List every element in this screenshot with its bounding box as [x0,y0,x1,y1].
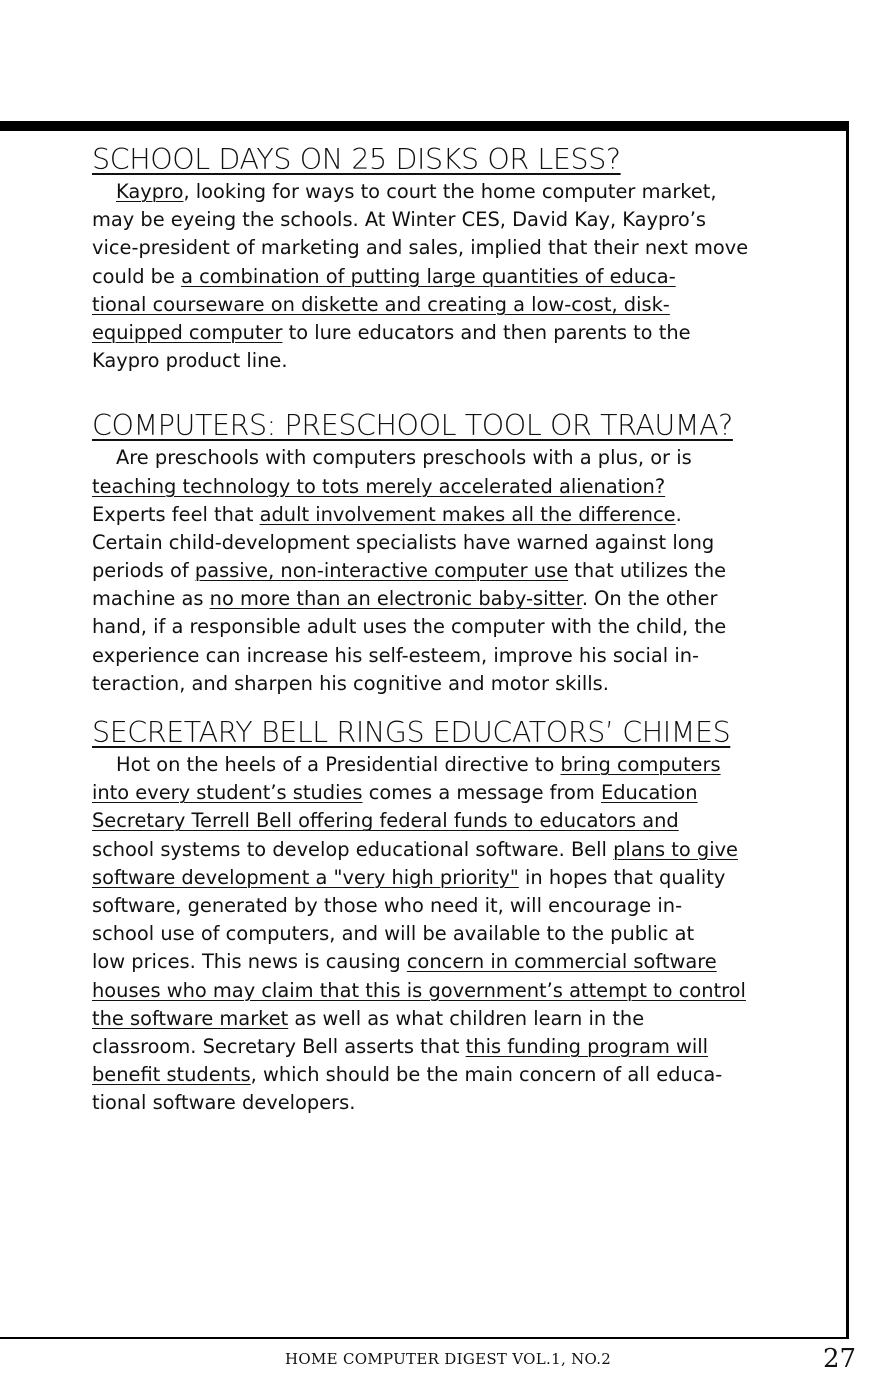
underlined-text: a combination of putting large quantities of educa- [181,264,676,288]
underlined-text: software development a "very high priority" [92,865,519,889]
text-run: may be eyeing the schools. At Winter CES, David Kay, Kaypro’s [92,208,707,232]
underlined-text: this funding program will [465,1034,709,1058]
text-line [92,836,822,864]
text-line [92,1089,822,1117]
page-number: 27 [823,1344,857,1374]
article-school-days [92,142,822,375]
text-run: school systems to develop educational software. Bell [92,837,614,861]
article-heading: SECRETARY BELL RINGS EDUCATORS’ CHIMES [92,716,731,749]
text-run: tional software developers. [92,1091,356,1115]
underlined-text: plans to give [613,837,738,861]
text-line [92,977,822,1005]
underlined-text: Secretary Terrell Bell offering federal funds to educators and [92,809,679,833]
text-line [92,263,822,291]
underlined-text: the software market [92,1006,289,1030]
underlined-text: equipped computer [92,320,283,344]
article-preschool-computers [92,408,822,698]
text-run: classroom. Secretary Bell asserts that [92,1034,466,1058]
underlined-text: houses who may claim that this is government’s attempt to control [92,978,746,1002]
text-line [92,557,822,585]
text-run: periods of [92,559,195,583]
text-run: experience can increase his self-esteem, improve his social in- [92,643,699,667]
underlined-text: teaching technology to tots merely accelerated alienation? [92,474,666,498]
text-line [92,807,822,835]
text-line [92,234,822,262]
text-line [92,319,822,347]
underlined-text: tional courseware on diskette and creating a low-cost, disk- [92,292,670,316]
text-run: as well as what children learn in the [288,1006,645,1030]
text-line [92,473,822,501]
underlined-text: no more than an electronic baby-sitter [209,587,582,611]
article-heading: COMPUTERS: PRESCHOOL TOOL OR TRAUMA? [92,409,733,443]
text-line [92,501,822,529]
text-line [92,529,822,557]
article-heading: SCHOOL DAYS ON 25 DISKS OR LESS? [92,143,621,176]
text-run: Certain child-development specialists have warned against long [92,530,715,554]
text-run: teraction, and sharpen his cognitive and motor skills. [92,671,609,695]
underlined-text: passive, non-interactive computer use [194,559,569,583]
text-line [92,948,822,976]
article-secretary-bell [92,715,822,1117]
text-line [92,1061,822,1089]
text-run: machine as [92,587,210,611]
article-body [92,178,822,375]
underlined-text: Education [600,781,698,805]
article-body [92,751,822,1117]
text-run: . On the other [581,587,718,611]
article-column [92,142,822,1117]
text-run: comes a message from [362,781,601,805]
text-run: . [675,502,682,526]
text-line [92,178,822,206]
text-line [92,892,822,920]
text-run: , which should be the main concern of all educa- [250,1063,723,1087]
text-line [92,920,822,948]
text-run: hand, if a responsible adult uses the computer with the child, the [92,615,727,639]
text-line [92,864,822,892]
text-run: to lure educators and then parents to the [282,320,691,344]
text-line [92,585,822,613]
underlined-text: adult involvement makes all the difference [259,502,676,526]
underlined-text: Kaypro [116,180,184,203]
text-run: that utilizes the [568,559,727,583]
text-run: vice-president of marketing and sales, implied that their next move [92,236,749,260]
text-line [92,613,822,641]
text-run: software, generated by those who need it, will encourage in- [92,893,683,917]
text-run: low prices. This news is causing [92,950,407,974]
text-line [92,1005,822,1033]
footer-publication: HOME COMPUTER DIGEST VOL.1, NO.2 [285,1350,612,1368]
text-run: could be [92,264,182,288]
text-run: , looking for ways to court the home computer market, [183,180,717,203]
text-line [92,444,822,472]
text-line [92,347,822,375]
text-line [92,751,822,779]
text-line [92,670,822,698]
underlined-text: concern in commercial software [406,950,717,974]
text-line [92,1033,822,1061]
text-line [92,206,822,234]
text-run: Hot on the heels of a Presidential directive to [116,753,561,776]
text-run: in hopes that quality [518,865,726,889]
article-body [92,444,822,698]
text-run: Experts feel that [92,502,260,526]
text-run: Are preschools with computers preschools with a plus, or is [116,446,692,470]
underlined-text: bring computers [560,753,721,776]
text-line [92,779,822,807]
text-run: school use of computers, and will be available to the public at [92,922,695,946]
underlined-text: into every student’s studies [92,781,363,805]
text-line [92,291,822,319]
text-line [92,642,822,670]
text-run: Kaypro product line. [92,349,288,373]
underlined-text: benefit students [92,1063,251,1087]
